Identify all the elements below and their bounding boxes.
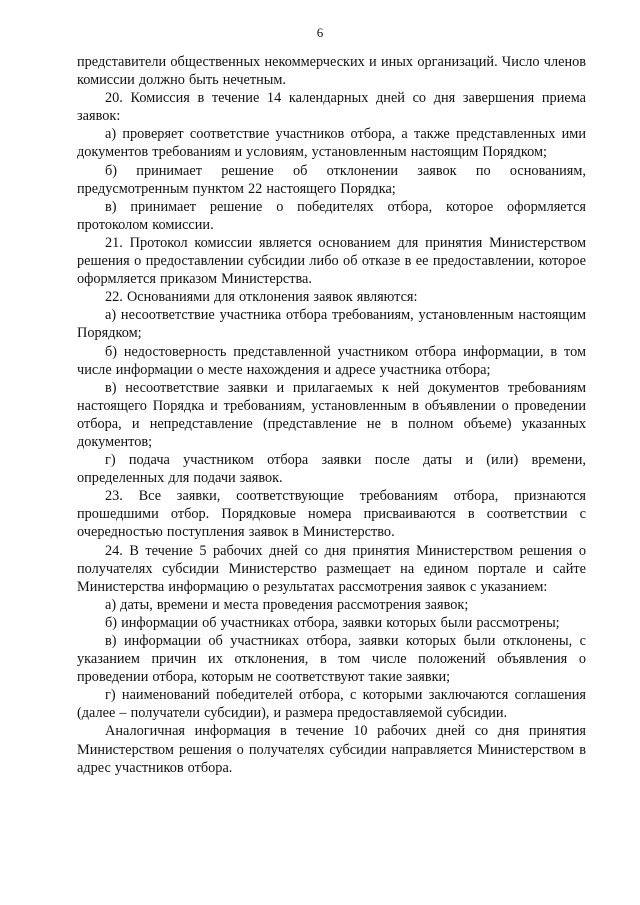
paragraph-clause-24c: в) информации об участниках отбора, заявки которых были отклонены, с указанием причин их отклонения, в том числе положений объявления о проведении отбора, которым не соответствуют такие заявки; — [77, 633, 586, 686]
paragraph-similar-info: Аналогичная информация в течение 10 рабочих дней со дня принятия Министерством решения о получателях субсидии направляется Министерством в адрес участников отбора. — [77, 723, 586, 776]
paragraph-clause-21: 21. Протокол комиссии является основанием для принятия Министерством решения о предоставлении субсидии либо об отказе в ее предоставлении, которое оформляется приказом Министерства. — [77, 234, 586, 288]
paragraph-clause-20b: б) принимает решение об отклонении заявок по основаниям, предусмотренным пунктом 22 настоящего Порядка; — [77, 162, 586, 197]
page-number: 6 — [316, 25, 324, 40]
paragraph-continuation: представители общественных некоммерческих и иных организаций. Число членов комиссии должно быть нечетным. — [77, 54, 586, 89]
paragraph-clause-20a: а) проверяет соответствие участников отбора, а также представленных ими документов требованиям и условиям, установленным настоящим Порядком; — [77, 126, 586, 161]
paragraph-clause-20c: в) принимает решение о победителях отбора, которое оформляется протоколом комиссии. — [77, 198, 586, 233]
paragraph-clause-20: 20. Комиссия в течение 14 календарных дней со дня завершения приема заявок: — [77, 90, 586, 125]
document-body — [77, 53, 586, 777]
paragraph-clause-24: 24. В течение 5 рабочих дней со дня принятия Министерством решения о получателях субсидии Министерство размещает на едином портале и сайте Министерства информацию о результатах рассмотрения заявок с указанием: — [77, 542, 586, 595]
paragraph-clause-22c: в) несоответствие заявки и прилагаемых к ней документов требованиям настоящего Порядка и требованиям, установленным в объявлении о проведении отбора, и непредставление (представление не в полном объеме) указанных документов; — [77, 379, 586, 450]
paragraph-clause-22b: б) недостоверность представленной участником отбора информации, в том числе информации о месте нахождения и адресе участника отбора; — [77, 343, 586, 378]
paragraph-clause-24b: б) информации об участниках отбора, заявки которых были рассмотрены; — [105, 614, 560, 631]
paragraph-clause-23: 23. Все заявки, соответствующие требованиям отбора, признаются прошедшими отбор. Порядковые номера присваиваются в соответствии с очередностью поступления заявок в Министерство. — [77, 488, 586, 541]
paragraph-clause-24a: а) даты, времени и места проведения рассмотрения заявок; — [105, 596, 469, 613]
paragraph-clause-22d: г) подача участником отбора заявки после даты и (или) времени, определенных для подачи заявок. — [77, 452, 586, 487]
paragraph-clause-22a: а) несоответствие участника отбора требованиям, установленным настоящим Порядком; — [77, 307, 586, 342]
paragraph-clause-24d: г) наименований победителей отбора, с которыми заключаются соглашения (далее – получатели субсидии), и размера предоставляемой субсидии. — [77, 687, 586, 722]
paragraph-clause-22: 22. Основаниями для отклонения заявок являются: — [105, 289, 418, 306]
